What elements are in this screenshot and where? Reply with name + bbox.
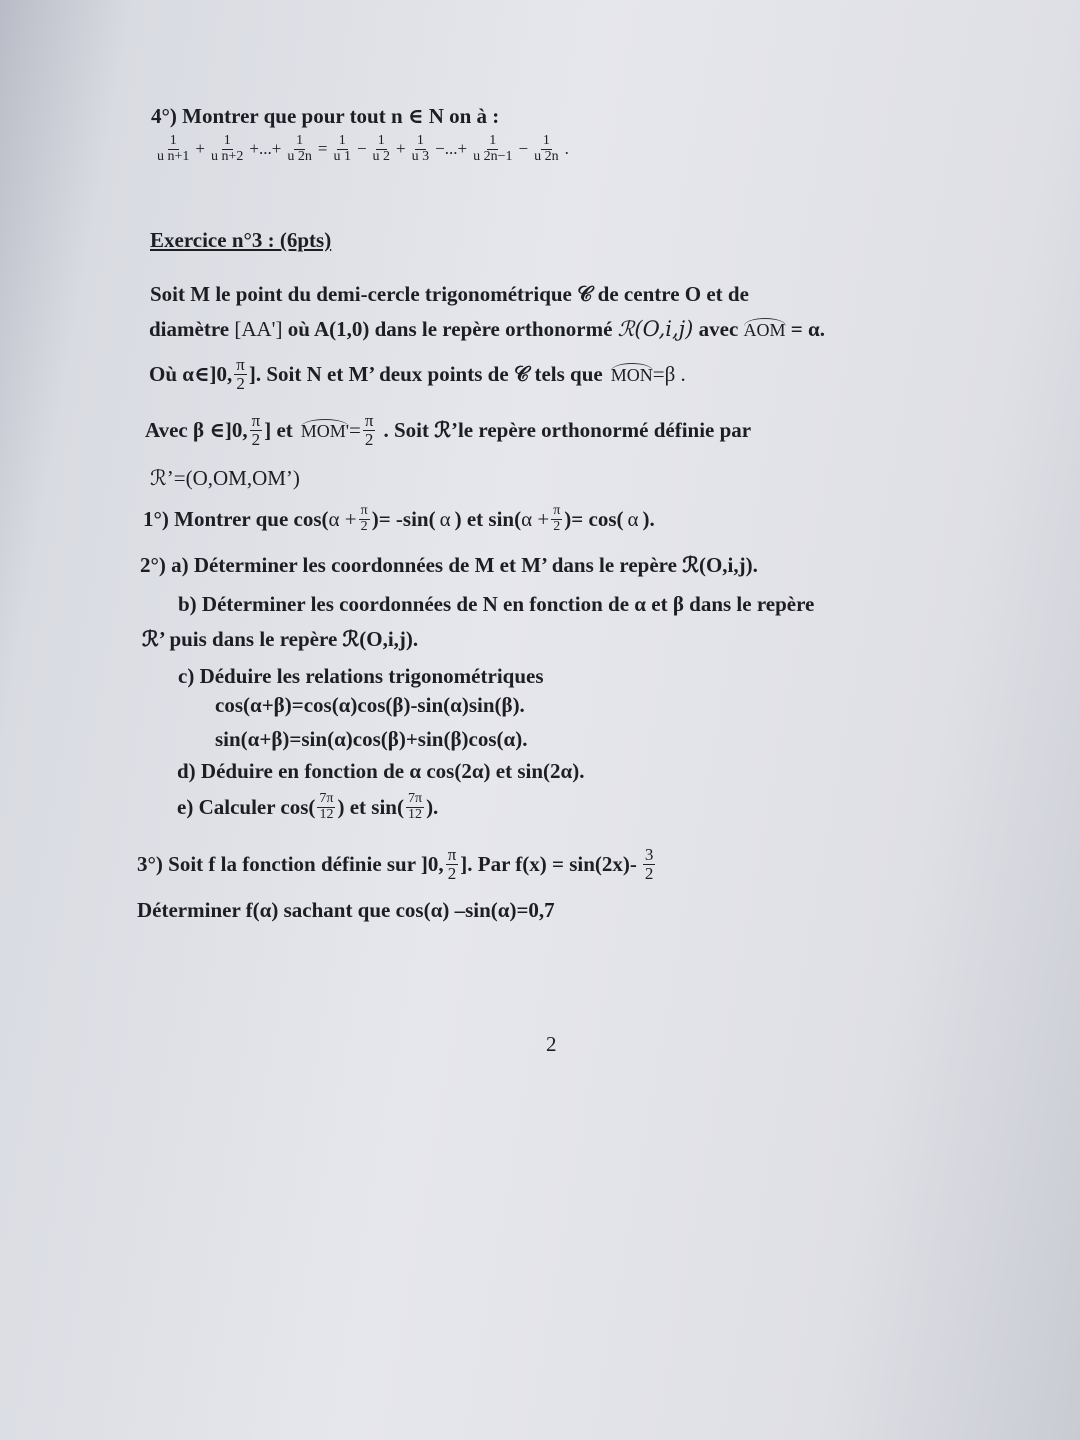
fraction: $\frac{\pi}{2}$ bbox=[360, 503, 368, 534]
q2-c-line-3: sin(α+β)=sin(α)cos(β)+sin(β)cos(α). bbox=[215, 727, 528, 751]
fraction: $\frac{\pi}{2}$ bbox=[236, 355, 245, 393]
angle-arc: MOM' bbox=[300, 420, 350, 441]
fraction: $\frac{1}{u 2n}$ bbox=[534, 133, 559, 164]
intro-line-3: Où α∈]0, $\frac{\pi}{2}$ ]. Soit N et M’ deux points de 𝒞 tels que MON =β . bbox=[149, 355, 686, 393]
fraction: $\frac{\pi}{2}$ bbox=[447, 845, 457, 883]
fraction: $\frac{\pi}{2}$ bbox=[251, 411, 261, 449]
angle-arc: MON bbox=[610, 364, 653, 385]
exercise-title: Exercice n°3 : (6pts) bbox=[150, 228, 332, 252]
fraction: $\frac{3}{2}$ bbox=[644, 845, 654, 883]
q2-a: 2°) a) Déterminer les coordonnées de M et M’ dans le repère ℛ(O,i,j). bbox=[140, 553, 758, 577]
fraction: $\frac{1}{\text{u n+2}}$ bbox=[211, 133, 244, 164]
fraction: $\frac{\pi}{2}$ bbox=[553, 503, 561, 534]
intro-line-5: ℛ’=(O,OM,OM’) bbox=[150, 466, 300, 490]
q2-e: e) Calculer cos( $\frac{7\pi}{12}$ ) et sin( $\frac{7\pi}{12}$ ). bbox=[177, 791, 439, 822]
fraction: $\frac{7\pi}{12}$ bbox=[319, 791, 334, 822]
fraction: $\frac{1}{u 2n}$ bbox=[287, 133, 312, 164]
page-number: 2 bbox=[546, 1032, 557, 1056]
q2-d: d) Déduire en fonction de α cos(2α) et sin(2α). bbox=[177, 759, 585, 783]
fraction: $\frac{1}{\text{u n+1}}$ bbox=[157, 133, 190, 164]
q2-c-line-1: c) Déduire les relations trigonométriques bbox=[178, 664, 544, 688]
fraction: $\frac{7\pi}{12}$ bbox=[407, 791, 423, 822]
fraction: $\frac{\pi}{2}$ bbox=[364, 411, 374, 449]
q4-title: 4°) Montrer que pour tout n ∈ N on à : bbox=[151, 104, 500, 128]
intro-line-1: Soit M le point du demi-cercle trigonométrique 𝒞 de centre O et de bbox=[150, 282, 749, 306]
q3-line-1: 3°) Soit f la fonction définie sur ]0, $\frac{\pi}{2}$ ]. Par f(x) = sin(2x)- $\frac{3}{2}$ bbox=[137, 845, 654, 883]
fraction: $\frac{1}{u 3}$ bbox=[411, 133, 430, 164]
q4-identity: $\frac{1}{\text{u n+1}}$ + $\frac{1}{\text{u n+2}}$ +...+ $\frac{1}{u 2n}$ = $\frac{1}{u 1}$ − $\frac{1}{u 2}$ + $\frac{1}{u 3}$ −...+ $\frac{1}{u 2n-1}$ − $\frac{1}{u 2n}$ . bbox=[157, 133, 569, 164]
q2-c-line-2: cos(α+β)=cos(α)cos(β)-sin(α)sin(β). bbox=[215, 693, 525, 717]
fraction: $\frac{1}{u 2n-1}$ bbox=[473, 133, 513, 164]
fraction: $\frac{1}{u 2}$ bbox=[372, 133, 391, 164]
q3-line-2: Déterminer f(α) sachant que cos(α) –sin(α)=0,7 bbox=[137, 898, 555, 922]
q2-b-line-2: ℛ’ puis dans le repère ℛ(O,i,j). bbox=[142, 627, 419, 651]
angle-arc: AOM bbox=[743, 320, 786, 340]
q1-line: 1°) Montrer que cos( α + $\frac{\pi}{2}$ )= -sin( α ) et sin( α + $\frac{\pi}{2}$ )= cos( α ). bbox=[143, 503, 655, 534]
fraction: $\frac{1}{u 1}$ bbox=[333, 133, 351, 164]
repere-symbol: ℛ(O,i,j) bbox=[617, 317, 694, 341]
intro-line-4: Avec β ∈]0, $\frac{\pi}{2}$ ] et MOM' = $\frac{\pi}{2}$ . Soit ℛ’le repère orthonormé définie par bbox=[145, 411, 752, 449]
intro-line-2: diamètre [AA'] où A(1,0) dans le repère orthonormé ℛ(O,i,j) avec AOM = α. bbox=[149, 317, 825, 341]
q2-b-line-1: b) Déterminer les coordonnées de N en fonction de α et β dans le repère bbox=[178, 592, 815, 616]
